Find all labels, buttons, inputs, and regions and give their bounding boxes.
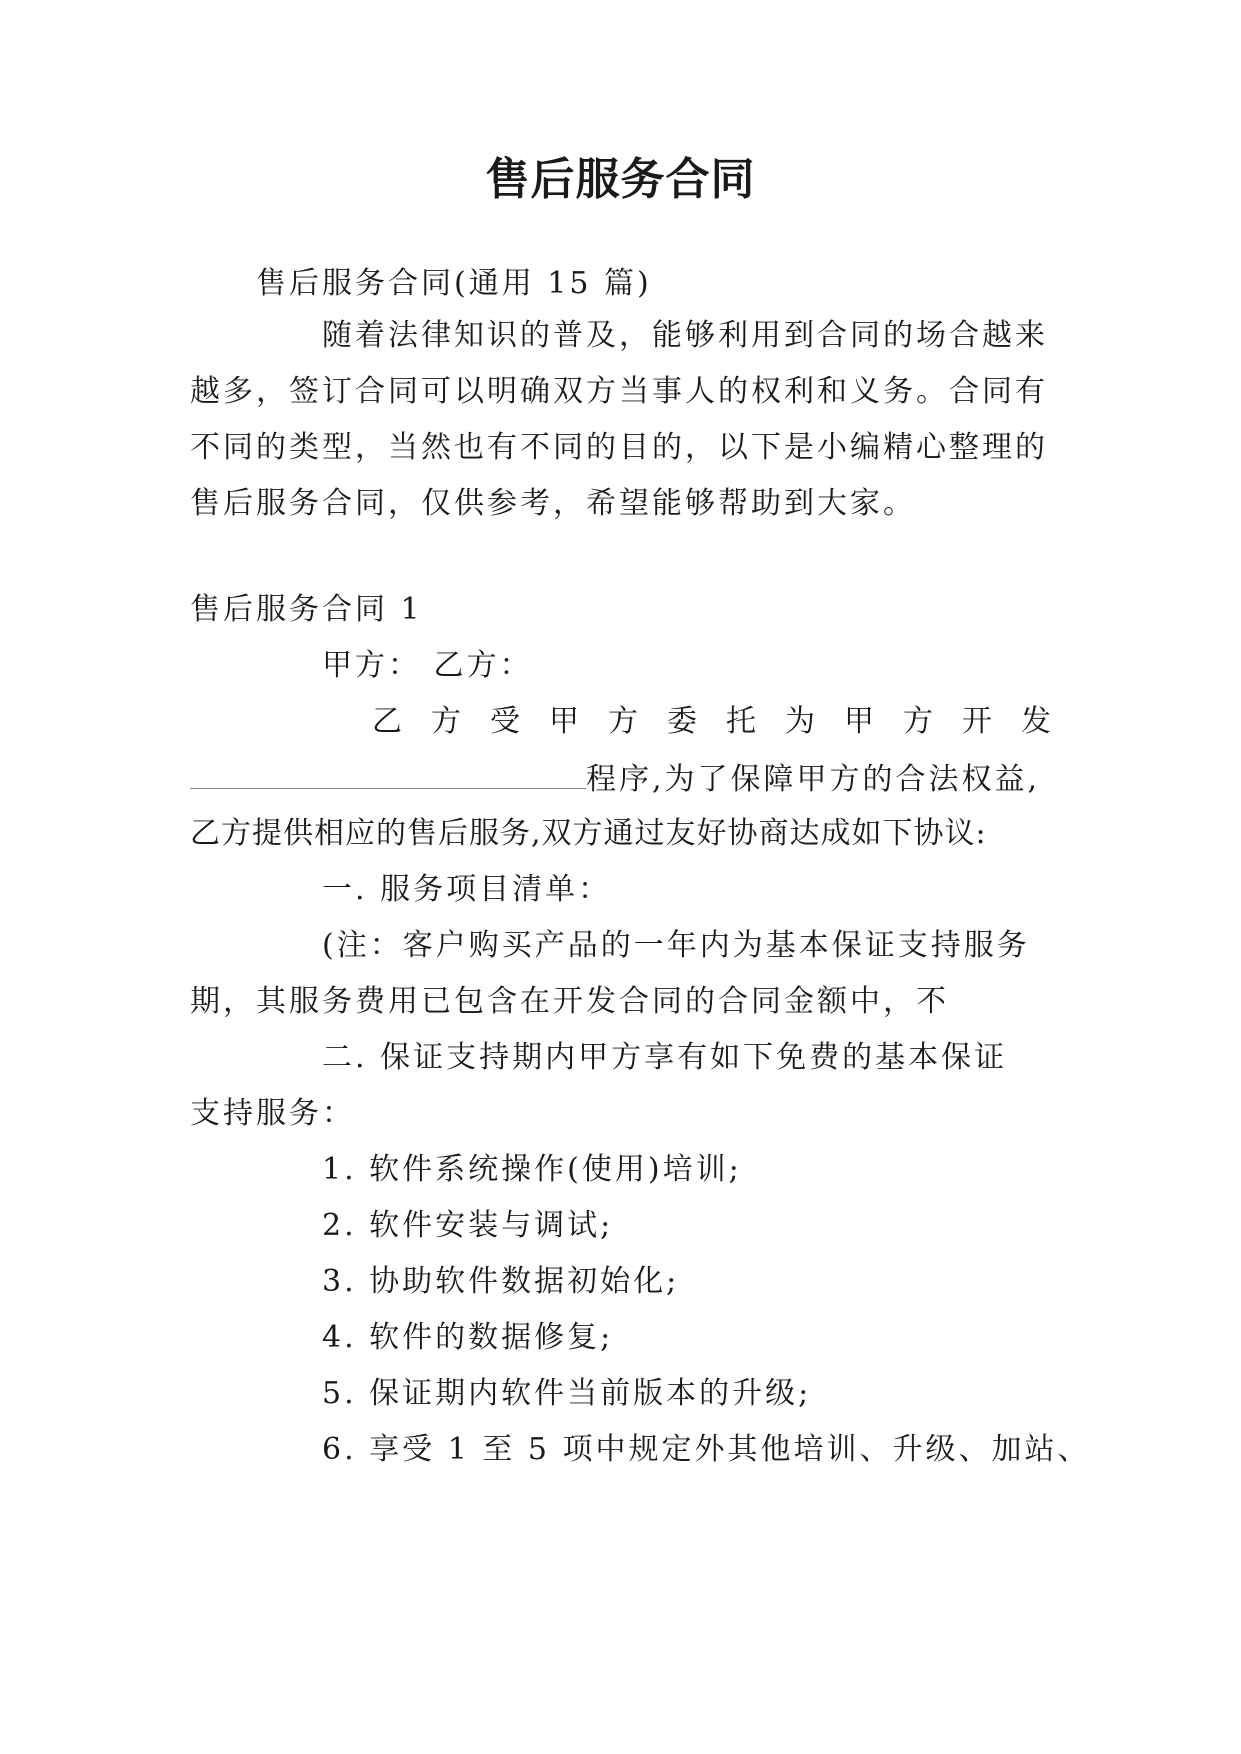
service-item-5: 5. 保证期内软件当前版本的升级; xyxy=(322,1376,812,1411)
clause-1-title: 一. 服务项目清单： xyxy=(322,872,612,907)
parties-line: 甲方： 乙方： xyxy=(322,648,533,683)
service-item-4: 4. 软件的数据修复; xyxy=(322,1320,614,1355)
entrust-line: 乙 方 受 甲 方 委 托 为 甲 方 开 发 xyxy=(372,704,1051,739)
service-item-3: 3. 协助软件数据初始化; xyxy=(322,1264,680,1299)
blank-underline xyxy=(190,758,586,789)
program-suffix: 程序,为了保障甲方的合法权益, xyxy=(586,762,1041,797)
intro-line-4: 售后服务合同，仅供参考，希望能够帮助到大家。 xyxy=(190,486,916,521)
intro-line-1: 随着法律知识的普及，能够利用到合同的场合越来 xyxy=(322,318,1048,353)
note-line-1: (注：客户购买产品的一年内为基本保证支持服务 xyxy=(322,928,1030,963)
service-item-6: 6. 享受 1 至 5 项中规定外其他培训、升级、加站、 xyxy=(322,1432,1091,1467)
note-line-2: 期，其服务费用已包含在开发合同的合同金额中，不 xyxy=(190,984,949,1019)
program-line xyxy=(190,758,1051,800)
document-title: 售后服务合同 xyxy=(485,154,756,205)
intro-line-2: 越多，签订合同可以明确双方当事人的权利和义务。合同有 xyxy=(190,374,1048,409)
section-heading: 售后服务合同 1 xyxy=(190,592,423,627)
clause-2-line-2: 支持服务： xyxy=(190,1096,355,1131)
agreement-line: 乙方提供相应的售后服务,双方通过友好协商达成如下协议: xyxy=(190,816,987,851)
document-subtitle: 售后服务合同(通用 15 篇) xyxy=(256,266,652,301)
clause-2-line-1: 二. 保证支持期内甲方享有如下免费的基本保证 xyxy=(322,1040,1008,1075)
service-item-2: 2. 软件安装与调试; xyxy=(322,1208,614,1243)
service-item-1: 1. 软件系统操作(使用)培训; xyxy=(322,1152,742,1187)
intro-line-3: 不同的类型，当然也有不同的目的，以下是小编精心整理的 xyxy=(190,430,1048,465)
